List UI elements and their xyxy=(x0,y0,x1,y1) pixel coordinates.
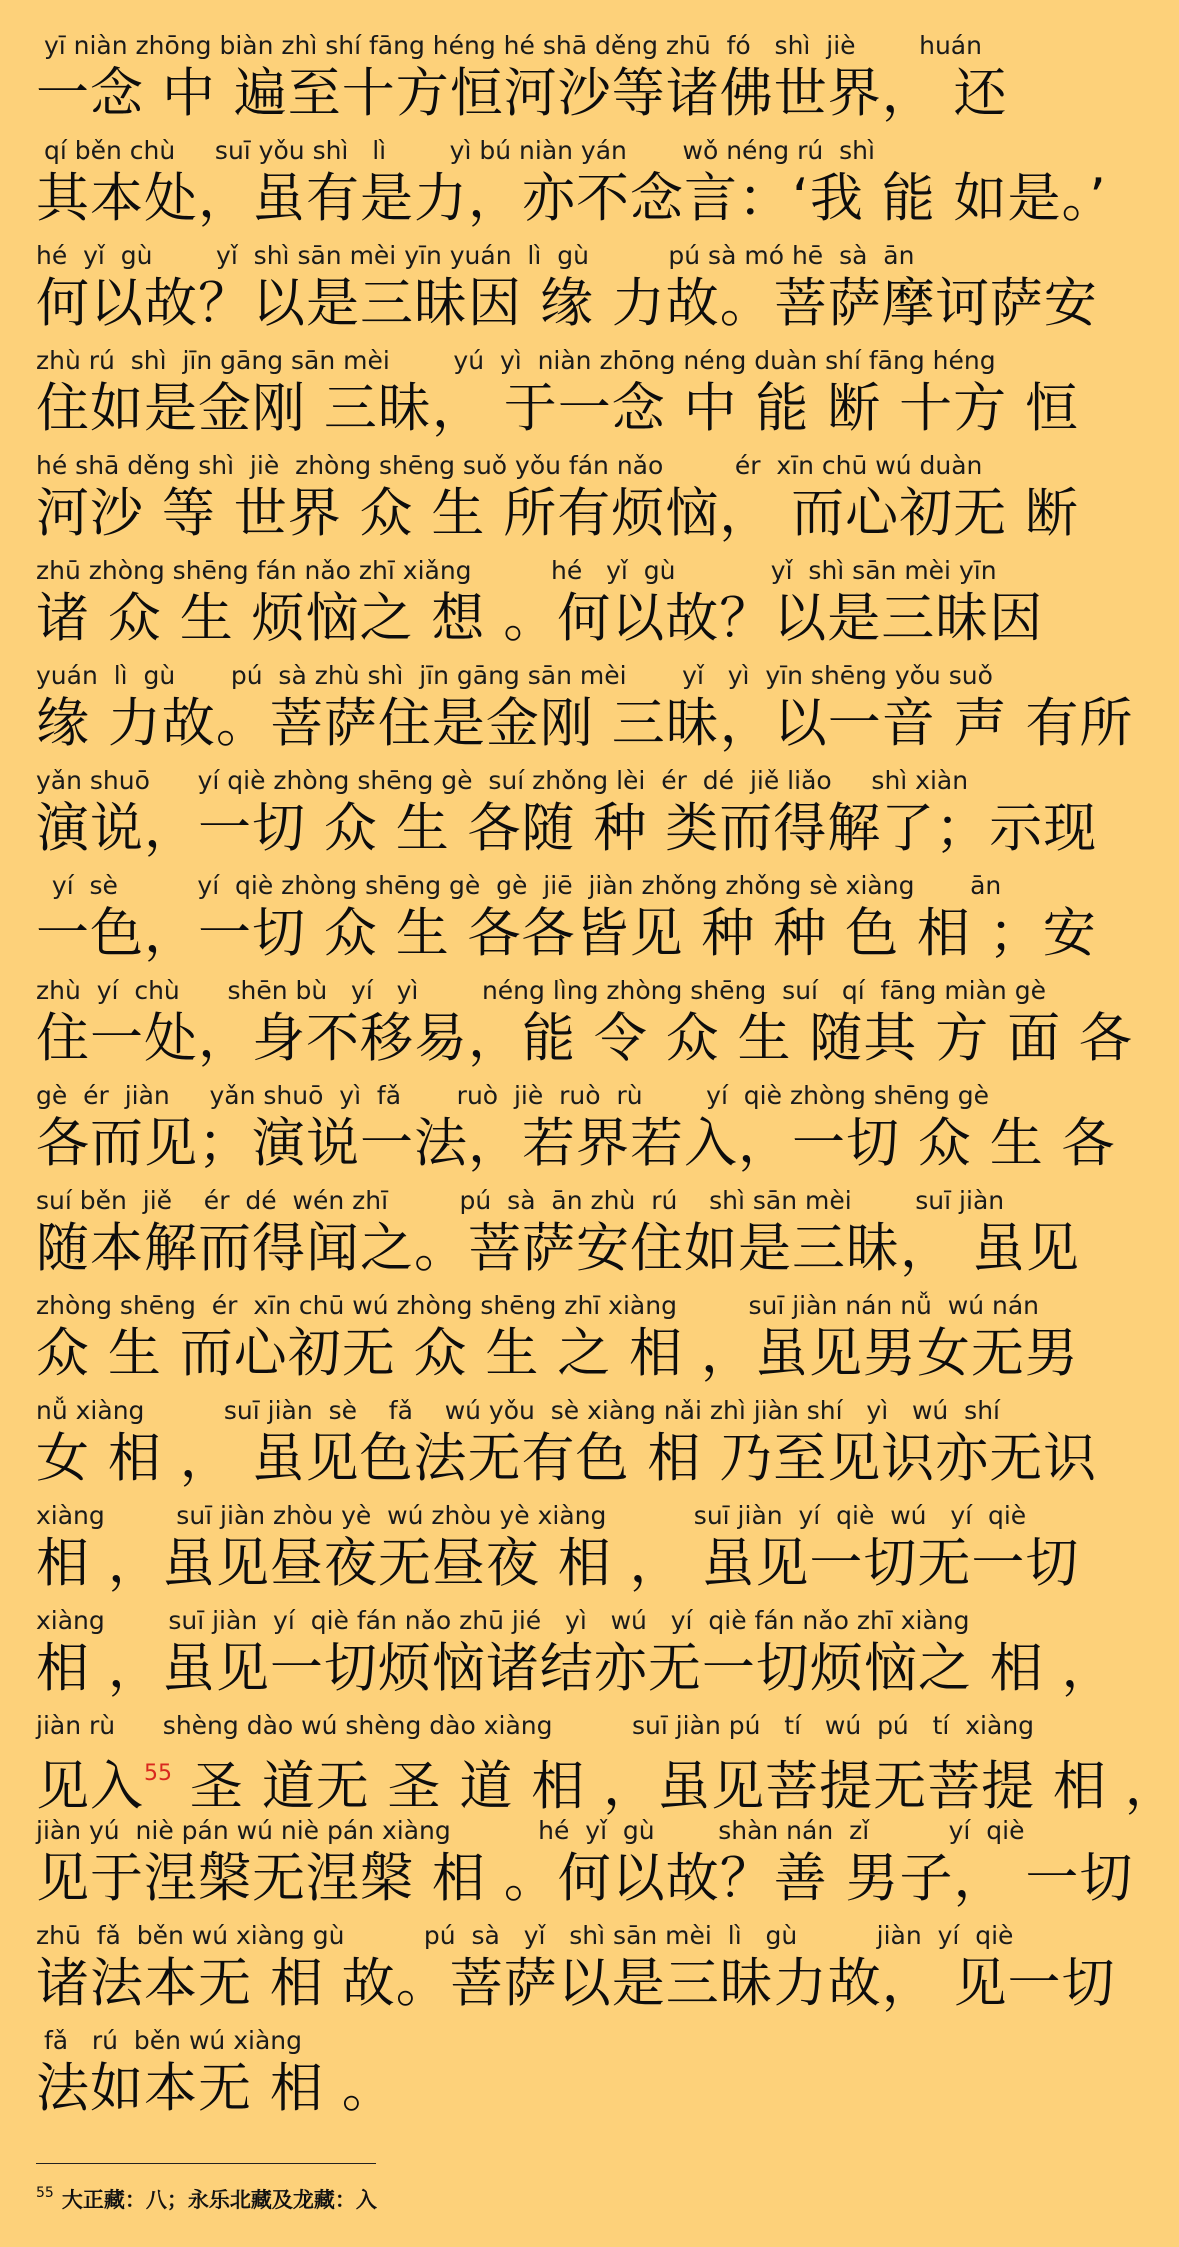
text-line xyxy=(36,1393,1098,1497)
text-line xyxy=(36,343,1079,447)
footnote-divider xyxy=(36,2163,376,2164)
hanzi-row: 何以故？以是三昧因 缘 力故。菩萨摩诃萨安 xyxy=(36,273,1098,334)
footnote xyxy=(36,2178,377,2215)
text-line xyxy=(36,133,1107,237)
hanzi-row: 各而见；演说一法，若界若入，一切 众 生 各 xyxy=(36,1113,1116,1174)
hanzi-row: 一色，一切 众 生 各各皆见 种 种 色 相 ；安 xyxy=(36,903,1097,964)
pinyin-row: yī niàn zhōng biàn zhì shí fāng héng hé shā děng zhū fó shì jiè huán xyxy=(36,31,982,60)
pinyin-row: jiàn rù shèng dào wú shèng dào xiàng suī jiàn pú tí wú pú tí xiàng xyxy=(36,1711,1035,1740)
hanzi-row: 住如是金刚 三昧， 于一念 中 能 断 十方 恒 xyxy=(36,378,1079,439)
hanzi-row: 一念 中 遍至十方恒河沙等诸佛世界， 还 xyxy=(36,63,1008,124)
hanzi-row: 诸 众 生 烦恼之 想 。何以故？以是三昧因 xyxy=(36,588,1044,649)
pinyin-row: nǚ xiàng suī jiàn sè fǎ wú yǒu sè xiàng nǎi zhì jiàn shí yì wú shí xyxy=(36,1396,1000,1425)
pinyin-row: suí běn jiě ér dé wén zhī pú sà ān zhù rú shì sān mèi suī jiàn xyxy=(36,1186,1005,1215)
hanzi-row: 女 相 ， 虽见色法无有色 相 乃至见识亦无识 xyxy=(36,1428,1098,1489)
text-line xyxy=(36,1813,1134,1917)
hanzi-row: 相 ，虽见一切烦恼诸结亦无一切烦恼之 相 ， xyxy=(36,1638,1116,1699)
footnote-text: 大正藏：八；永乐北藏及龙藏：入 xyxy=(61,2188,377,2212)
pinyin-row: fǎ rú běn wú xiàng xyxy=(36,2026,302,2055)
text-line xyxy=(36,1708,1179,1817)
pinyin-row: zhū zhòng shēng fán nǎo zhī xiǎng hé yǐ gù yǐ shì sān mèi yīn xyxy=(36,556,997,585)
text-line xyxy=(36,28,1058,132)
pinyin-row: zhù rú shì jīn gāng sān mèi yú yì niàn zhōng néng duàn shí fāng héng xyxy=(36,346,996,375)
text-line xyxy=(36,553,1058,657)
hanzi-row: 随本解而得闻之。菩萨安住如是三昧， 虽见 xyxy=(36,1218,1080,1279)
pinyin-row: zhū fǎ běn wú xiàng gù pú sà yǐ shì sān mèi lì gù jiàn yí qiè xyxy=(36,1921,1014,1950)
text-line xyxy=(36,1498,1080,1602)
hanzi-row: 住一处，身不移易，能 令 众 生 随其 方 面 各 xyxy=(36,1008,1133,1069)
pinyin-row: yí sè yí qiè zhòng shēng gè gè jiē jiàn zhǒng zhǒng sè xiàng ān xyxy=(36,871,1002,900)
text-line xyxy=(36,763,1098,867)
footnote-ref[interactable]: 55 xyxy=(144,1761,172,1786)
hanzi-row: 相 ，虽见昼夜无昼夜 相 ， 虽见一切无一切 xyxy=(36,1533,1080,1594)
hanzi-row: 演说，一切 众 生 各随 种 类而得解了；示现 xyxy=(36,798,1098,859)
text-line xyxy=(36,238,1098,342)
pinyin-row: qí běn chù suī yǒu shì lì yì bú niàn yán wǒ néng rú shì xyxy=(36,136,875,165)
pinyin-row: zhòng shēng ér xīn chū wú zhòng shēng zhī xiàng suī jiàn nán nǚ wú nán xyxy=(36,1291,1040,1320)
pinyin-row: jiàn yú niè pán wú niè pán xiàng hé yǐ gù shàn nán zǐ yí qiè xyxy=(36,1816,1025,1845)
pinyin-row: zhù yí chù shēn bù yí yì néng lìng zhòng shēng suí qí fāng miàn gè xyxy=(36,976,1046,1005)
hanzi-segment: 见入 xyxy=(36,1756,144,1817)
text-line xyxy=(36,1603,1116,1707)
text-line xyxy=(36,973,1133,1077)
footnote-number: 55 xyxy=(36,2185,54,2201)
text-line xyxy=(36,868,1097,972)
text-line xyxy=(36,448,1079,552)
hanzi-row xyxy=(36,1742,1179,1817)
pinyin-row: hé shā děng shì jiè zhòng shēng suǒ yǒu fán nǎo ér xīn chū wú duàn xyxy=(36,451,983,480)
pinyin-row: xiàng suī jiàn yí qiè fán nǎo zhū jié yì wú yí qiè fán nǎo zhī xiàng xyxy=(36,1606,970,1635)
hanzi-row: 见于涅槃无涅槃 相 。何以故？善 男子， 一切 xyxy=(36,1848,1134,1909)
text-line xyxy=(36,2023,1058,2127)
pinyin-row: hé yǐ gù yǐ shì sān mèi yīn yuán lì gù pú sà mó hē sà ān xyxy=(36,241,915,270)
hanzi-row: 缘 力故。菩萨住是金刚 三昧，以一音 声 有所 xyxy=(36,693,1134,754)
pinyin-row: yuán lì gù pú sà zhù shì jīn gāng sān mèi yǐ yì yīn shēng yǒu suǒ xyxy=(36,661,993,690)
text-line xyxy=(36,1183,1080,1287)
pinyin-row: gè ér jiàn yǎn shuō yì fǎ ruò jiè ruò rù yí qiè zhòng shēng gè xyxy=(36,1081,990,1110)
text-line xyxy=(36,658,1134,762)
hanzi-row: 众 生 而心初无 众 生 之 相 ，虽见男女无男 xyxy=(36,1323,1079,1384)
text-line xyxy=(36,1288,1079,1392)
pinyin-row: xiàng suī jiàn zhòu yè wú zhòu yè xiàng suī jiàn yí qiè wú yí qiè xyxy=(36,1501,1027,1530)
text-line xyxy=(36,1078,1116,1182)
hanzi-row: 河沙 等 世界 众 生 所有烦恼， 而心初无 断 xyxy=(36,483,1079,544)
hanzi-row: 其本处，虽有是力，亦不念言：‘我 能 如是。’ xyxy=(36,168,1107,229)
hanzi-segment: 圣 道无 圣 道 相 ，虽见菩提无菩提 相 ， xyxy=(172,1756,1179,1817)
hanzi-row: 法如本无 相 。 xyxy=(36,2058,396,2119)
pinyin-row: yǎn shuō yí qiè zhòng shēng gè suí zhǒng lèi ér dé jiě liǎo shì xiàn xyxy=(36,766,969,795)
hanzi-row: 诸法本无 相 故。菩萨以是三昧力故， 见一切 xyxy=(36,1953,1116,2014)
text-line xyxy=(36,1918,1116,2022)
